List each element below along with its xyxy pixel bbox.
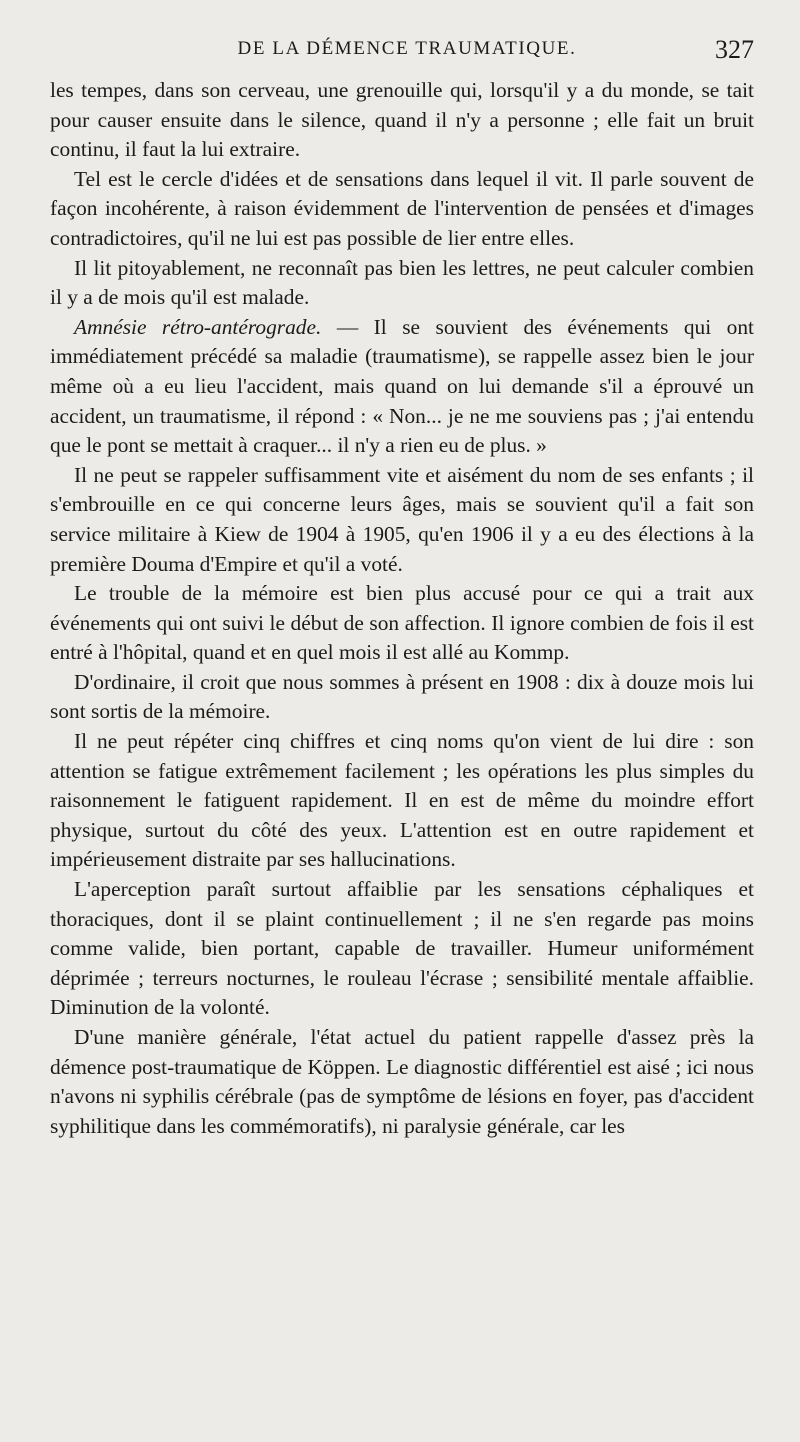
paragraph-text: Il ne peut se rappeler suffisamment vite et aisément du nom de ses enfants ; il s'embrouille en ce qui concerne leurs âges, mais se souvient qu'il a fait son service militaire à Kiew de 1904 à 1905, qu'en 1906 il y a eu des élections à la première Douma d'Empire et qu'il a voté. bbox=[50, 462, 754, 576]
paragraph-text: D'ordinaire, il croit que nous sommes à présent en 1908 : dix à douze mois lui sont sortis de la mémoire. bbox=[50, 669, 754, 724]
paragraph-text: L'aperception paraît surtout affaiblie par les sensations céphaliques et thoraciques, dont il se plaint continuellement ; il ne s'en regarde pas moins comme valide, bien portant, capable de travailler. Humeur uniformément déprimée ; terreurs nocturnes, le rouleau l'écrase ; sensibilité mentale affaiblie. Diminution de la volonté. bbox=[50, 877, 754, 1020]
paragraph-text: les tempes, dans son cerveau, une grenouille qui, lorsqu'il y a du monde, se tait pour causer ensuite dans le silence, quand il n'y a personne ; elle fait un bruit continu, il faut la lui extraire. bbox=[50, 78, 754, 162]
paragraph-text: Tel est le cercle d'idées et de sensations dans lequel il vit. Il parle souvent de façon incohérente, à raison évidemment de l'intervention de pensées et d'images contradictoires, qu'il ne lui est pas possible de lier entre elles. bbox=[50, 166, 754, 250]
paragraph-5 bbox=[50, 461, 754, 579]
paragraph-3 bbox=[50, 254, 754, 313]
paragraph-7 bbox=[50, 668, 754, 727]
paragraph-8 bbox=[50, 727, 754, 875]
running-title: DE LA DÉMENCE TRAUMATIQUE. bbox=[237, 38, 577, 59]
page-header bbox=[52, 35, 754, 72]
paragraph-text: D'une manière générale, l'état actuel du patient rappelle d'assez près la démence post-traumatique de Köppen. Le diagnostic différentiel est aisé ; ici nous n'avons ni syphilis cérébrale (pas de symptôme de lésions en foyer, pas d'accident syphilitique dans les commémoratifs), ni paralysie générale, car les bbox=[50, 1025, 754, 1138]
paragraph-text: — Il se souvient des événements qui ont immédiatement précédé sa maladie (traumatisme), se rappelle assez bien le jour même où a eu lieu l'accident, mais quand on lui demande s'il a éprouvé un accident, un traumatisme, il répond : « Non... je ne me souviens pas ; j'ai entendu que le pont se mettait à craquer... il n'y a rien eu de plus. » bbox=[50, 314, 754, 458]
paragraph-2 bbox=[50, 165, 754, 254]
paragraph-9 bbox=[50, 875, 754, 1023]
body-text bbox=[50, 76, 754, 1141]
paragraph-text: Il ne peut répéter cinq chiffres et cinq noms qu'on vient de lui dire : son attention se fatigue extrêmement facilement ; les opérations les plus simples du raisonnement le fatiguent rapidement. Il en est de même du moindre effort physique, surtout du côté des yeux. L'attention est en outre rapidement et impérieusement distraite par ses hallucinations. bbox=[50, 729, 754, 872]
page-number: 327 bbox=[715, 35, 754, 64]
paragraph-1 bbox=[50, 76, 754, 165]
paragraph-10 bbox=[50, 1023, 754, 1141]
paragraph-6 bbox=[50, 579, 754, 668]
paragraph-text: Il lit pitoyablement, ne reconnaît pas bien les lettres, ne peut calculer combien il y a de mois qu'il est malade. bbox=[50, 255, 754, 310]
paragraph-text: Le trouble de la mémoire est bien plus accusé pour ce qui a trait aux événements qui ont suivi le début de son affection. Il ignore combien de fois il est entré à l'hôpital, quand et en quel mois il est allé au Kommp. bbox=[50, 581, 754, 665]
section-heading-italic: Amnésie rétro-antérograde. bbox=[74, 314, 322, 339]
paragraph-4 bbox=[50, 313, 754, 461]
